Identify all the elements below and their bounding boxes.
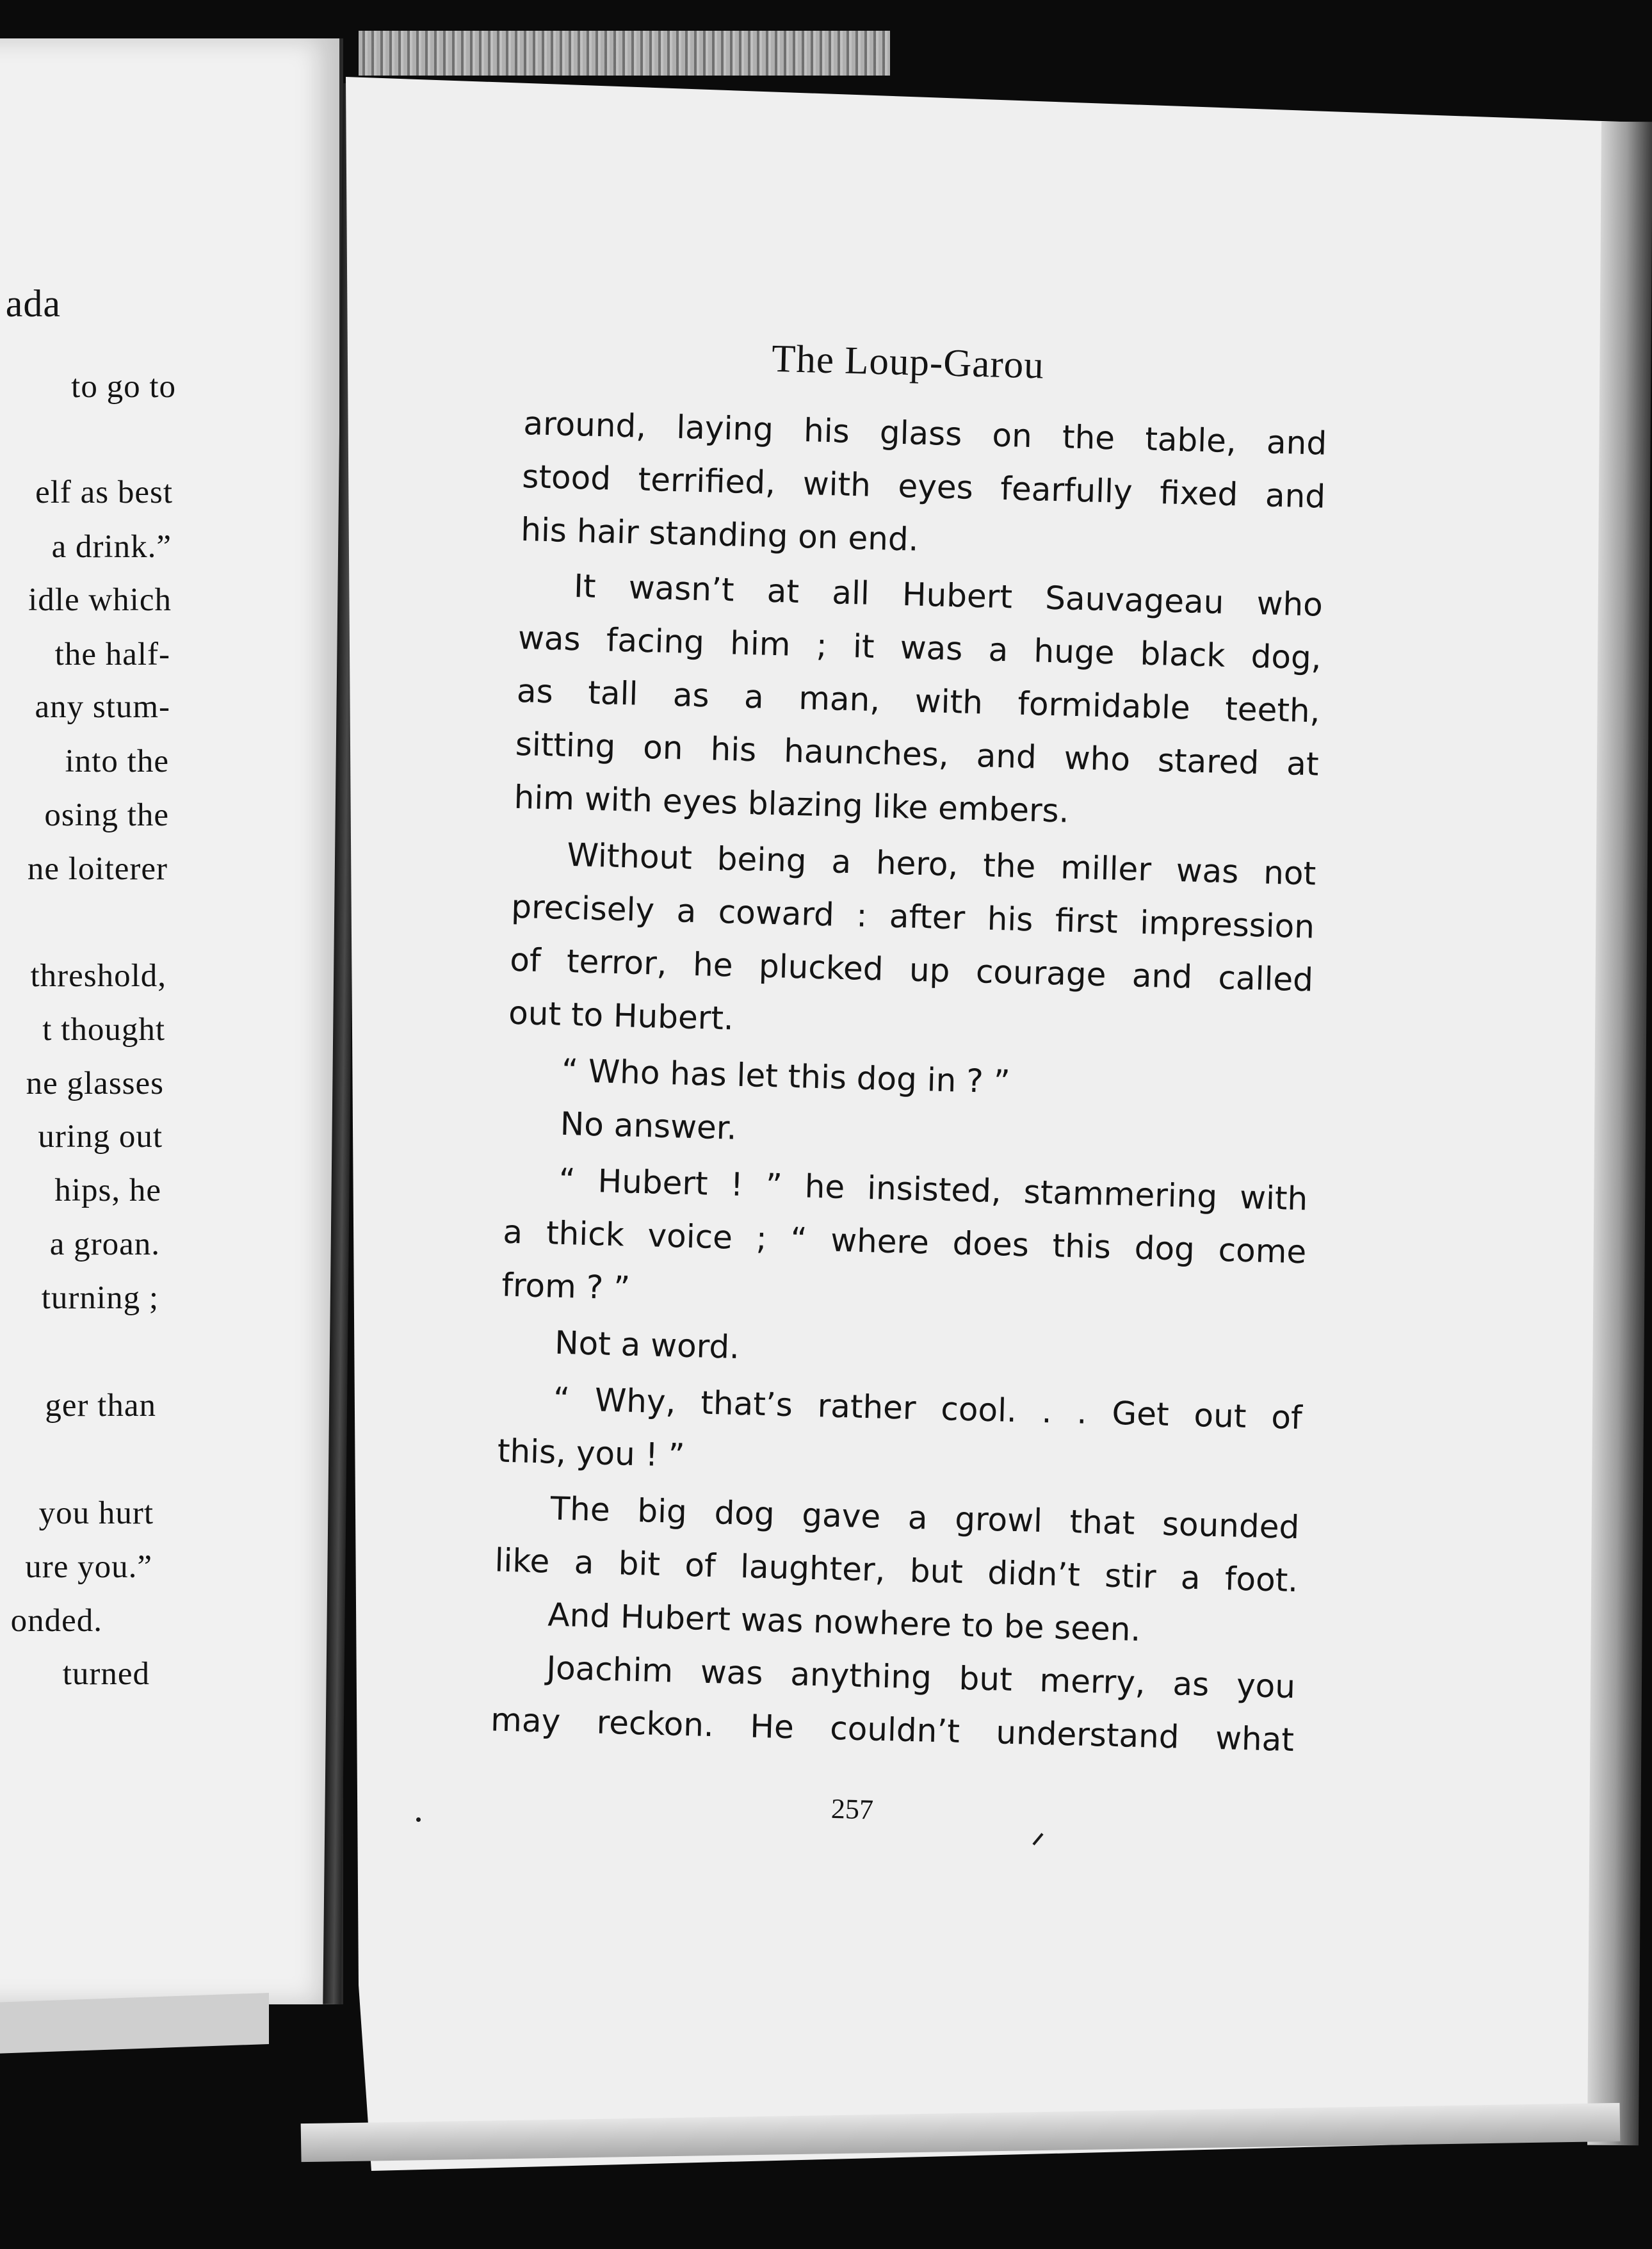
word: what (1215, 1719, 1295, 1759)
word: this (1051, 1227, 1112, 1266)
word: but (958, 1659, 1013, 1698)
word: as (672, 676, 710, 715)
text-line (502, 1213, 1307, 1271)
word: he (692, 945, 734, 984)
word: of (1270, 1399, 1303, 1437)
left-page-line: onded. (10, 1603, 102, 1639)
text-line (522, 404, 1327, 462)
word: Why, (594, 1381, 677, 1421)
word: with (914, 682, 984, 722)
left-page-line: any stum- (35, 689, 170, 725)
word: teeth, (1224, 690, 1321, 730)
word: sounded (1162, 1505, 1300, 1547)
word: stir (1104, 1557, 1157, 1596)
text-line: Not a word. (554, 1324, 740, 1366)
word: his (709, 730, 757, 769)
word: “ (553, 1380, 571, 1418)
word: The (549, 1490, 611, 1529)
word: man, (798, 679, 881, 719)
word: and (1266, 423, 1327, 462)
left-page-line: ger than (45, 1388, 156, 1424)
word: does (952, 1224, 1030, 1264)
word: facing (606, 621, 705, 662)
text-line (516, 672, 1321, 730)
word: terror, (566, 942, 668, 982)
left-page-line: turning ; (41, 1280, 159, 1316)
word: reckon. (596, 1703, 715, 1744)
left-page-line: ne glasses (26, 1066, 164, 1101)
left-page-line: turned (62, 1656, 150, 1692)
word: big (636, 1492, 688, 1530)
word: not (1263, 854, 1316, 893)
word: precisely (510, 888, 655, 929)
word: courage (975, 953, 1107, 994)
left-page-line: a drink.” (51, 529, 172, 565)
word: of (684, 1546, 717, 1585)
text-line: him with eyes blazing like embers. (514, 778, 1070, 830)
word: being (717, 840, 807, 880)
left-page-line: into the (65, 743, 169, 779)
word: who (1256, 585, 1324, 624)
word: he (804, 1167, 845, 1206)
left-page-line: ada (5, 282, 61, 325)
word: out (1193, 1396, 1247, 1436)
word: like (494, 1541, 551, 1580)
text-line (494, 1541, 1299, 1600)
word: Joachim (546, 1649, 674, 1690)
word: impression (1139, 904, 1315, 946)
word: with (1239, 1178, 1308, 1218)
left-page-line: you hurt (38, 1495, 154, 1531)
word: hero, (875, 844, 959, 884)
word: dog (1134, 1229, 1195, 1268)
text-line (546, 1649, 1296, 1706)
word: ! (729, 1165, 744, 1204)
word: anything (790, 1655, 932, 1696)
word: fixed (1159, 474, 1239, 514)
text-line: from ? ” (501, 1266, 631, 1307)
word: sitting (515, 725, 617, 765)
word: growl (954, 1500, 1043, 1540)
word: first (1055, 902, 1119, 941)
text-line: No answer. (560, 1105, 738, 1147)
word: was (700, 1653, 764, 1693)
word: laughter, (740, 1548, 886, 1589)
word: miller (1060, 848, 1152, 889)
word: thick (546, 1214, 625, 1254)
word: Get (1111, 1394, 1170, 1433)
text-line (558, 1161, 1308, 1218)
word: Sauvageau (1044, 579, 1225, 621)
word: “ (790, 1220, 808, 1258)
word: a (830, 843, 852, 881)
word: as (1172, 1665, 1210, 1703)
text-line: And Hubert was nowhere to be seen. (547, 1596, 1142, 1648)
word: a (676, 892, 697, 930)
word: was (517, 619, 581, 658)
word: his (803, 412, 850, 450)
word: after (889, 897, 966, 937)
word: terrified, (637, 460, 776, 501)
word: ; (756, 1219, 768, 1258)
word: called (1217, 959, 1314, 999)
word: was (900, 628, 964, 668)
word: of (509, 941, 542, 979)
word: gave (801, 1496, 881, 1536)
word: stared (1157, 742, 1259, 782)
word: may (490, 1701, 561, 1741)
word: plucked (758, 947, 884, 988)
word: . (1076, 1393, 1088, 1431)
word: stood (521, 457, 611, 498)
dust-speck (416, 1817, 421, 1822)
word: but (909, 1552, 964, 1591)
left-page-line: osing the (44, 797, 169, 833)
word: rather (817, 1387, 917, 1427)
word: voice (647, 1217, 733, 1256)
text-line (521, 457, 1326, 516)
word: laying (676, 409, 774, 448)
word: a (502, 1213, 523, 1251)
word: and (1131, 957, 1193, 996)
word: eyes (897, 467, 974, 507)
word: . (1041, 1392, 1053, 1431)
left-page-line: elf as best (35, 475, 173, 510)
word: : (855, 897, 868, 934)
word: a (987, 631, 1009, 669)
word: stammering (1023, 1173, 1218, 1215)
word: with (802, 465, 871, 504)
running-head: The Loup-Garou (771, 337, 1045, 387)
left-page-line: a groan. (49, 1226, 160, 1262)
word: as (516, 672, 554, 711)
word: formidable (1017, 685, 1191, 727)
word: that’s (700, 1384, 793, 1424)
word: who (1064, 739, 1131, 779)
text-line: “ Who has let this dog in ? ” (561, 1051, 1011, 1101)
text-line: this, you ! ” (497, 1432, 686, 1474)
word: was (1176, 852, 1240, 891)
left-page-line: ne loiterer (27, 851, 168, 887)
left-page-line: t thought (42, 1012, 165, 1048)
word: the (982, 847, 1037, 886)
word: insisted, (866, 1169, 1002, 1210)
word: and (976, 737, 1037, 776)
word: table, (1144, 420, 1237, 460)
word: tall (587, 674, 639, 713)
word: and (1265, 476, 1326, 516)
word: Without (566, 836, 693, 877)
word: a (1180, 1559, 1201, 1597)
page-number: 257 (830, 1792, 874, 1826)
word: glass (879, 414, 963, 453)
word: Hubert (902, 576, 1013, 616)
word: understand (995, 1714, 1180, 1756)
word: up (909, 951, 951, 990)
text-line: out to Hubert. (508, 994, 734, 1037)
word: it (852, 628, 875, 665)
word: dog (713, 1494, 775, 1533)
word: around, (522, 404, 647, 445)
word: cool. (940, 1390, 1017, 1429)
left-page-line: the half- (54, 637, 170, 672)
word: fearfully (1000, 469, 1133, 511)
word: on (991, 416, 1033, 455)
text-line (515, 725, 1320, 783)
text-line (553, 1380, 1303, 1437)
word: all (831, 574, 870, 612)
word: you (1236, 1666, 1296, 1706)
word: him (729, 624, 791, 663)
word: the (1062, 418, 1115, 457)
word: come (1217, 1231, 1307, 1271)
word: that (1069, 1503, 1135, 1542)
word: He (749, 1707, 795, 1746)
left-page-line: ure you.” (25, 1549, 152, 1585)
word: haunches, (783, 732, 950, 774)
text-line (490, 1701, 1295, 1759)
text-line (517, 619, 1322, 677)
left-page-line: idle which (28, 582, 172, 618)
word: ” (765, 1166, 783, 1205)
word: bit (618, 1545, 661, 1583)
word: at (1286, 745, 1320, 783)
word: his (987, 900, 1034, 939)
word: It (573, 567, 597, 605)
left-page-line: uring out (38, 1119, 163, 1155)
word: dog, (1250, 637, 1322, 677)
word: black (1139, 635, 1226, 674)
word: foot. (1224, 1560, 1299, 1600)
word: huge (1033, 632, 1115, 672)
word: “ (558, 1161, 576, 1199)
text-line: his hair standing on end. (520, 510, 919, 558)
left-page-line: to go to (71, 369, 176, 405)
word: coward (718, 893, 835, 934)
word: at (766, 572, 800, 610)
word: Hubert (597, 1162, 709, 1203)
text-line (549, 1490, 1300, 1547)
text-line (510, 888, 1315, 946)
word: didn’t (987, 1554, 1081, 1594)
word: a (907, 1498, 928, 1537)
left-page-line: threshold, (30, 958, 166, 994)
word: ; (816, 626, 828, 665)
text-line (509, 941, 1314, 999)
word: couldn’t (829, 1709, 960, 1750)
word: on (642, 728, 684, 767)
word: merry, (1039, 1662, 1146, 1702)
word: wasn’t (628, 569, 735, 609)
word: a (743, 678, 765, 716)
text-line (566, 836, 1316, 893)
word: a (574, 1543, 595, 1582)
left-page-line: hips, he (54, 1173, 161, 1208)
word: where (830, 1221, 930, 1262)
text-line (573, 567, 1324, 624)
